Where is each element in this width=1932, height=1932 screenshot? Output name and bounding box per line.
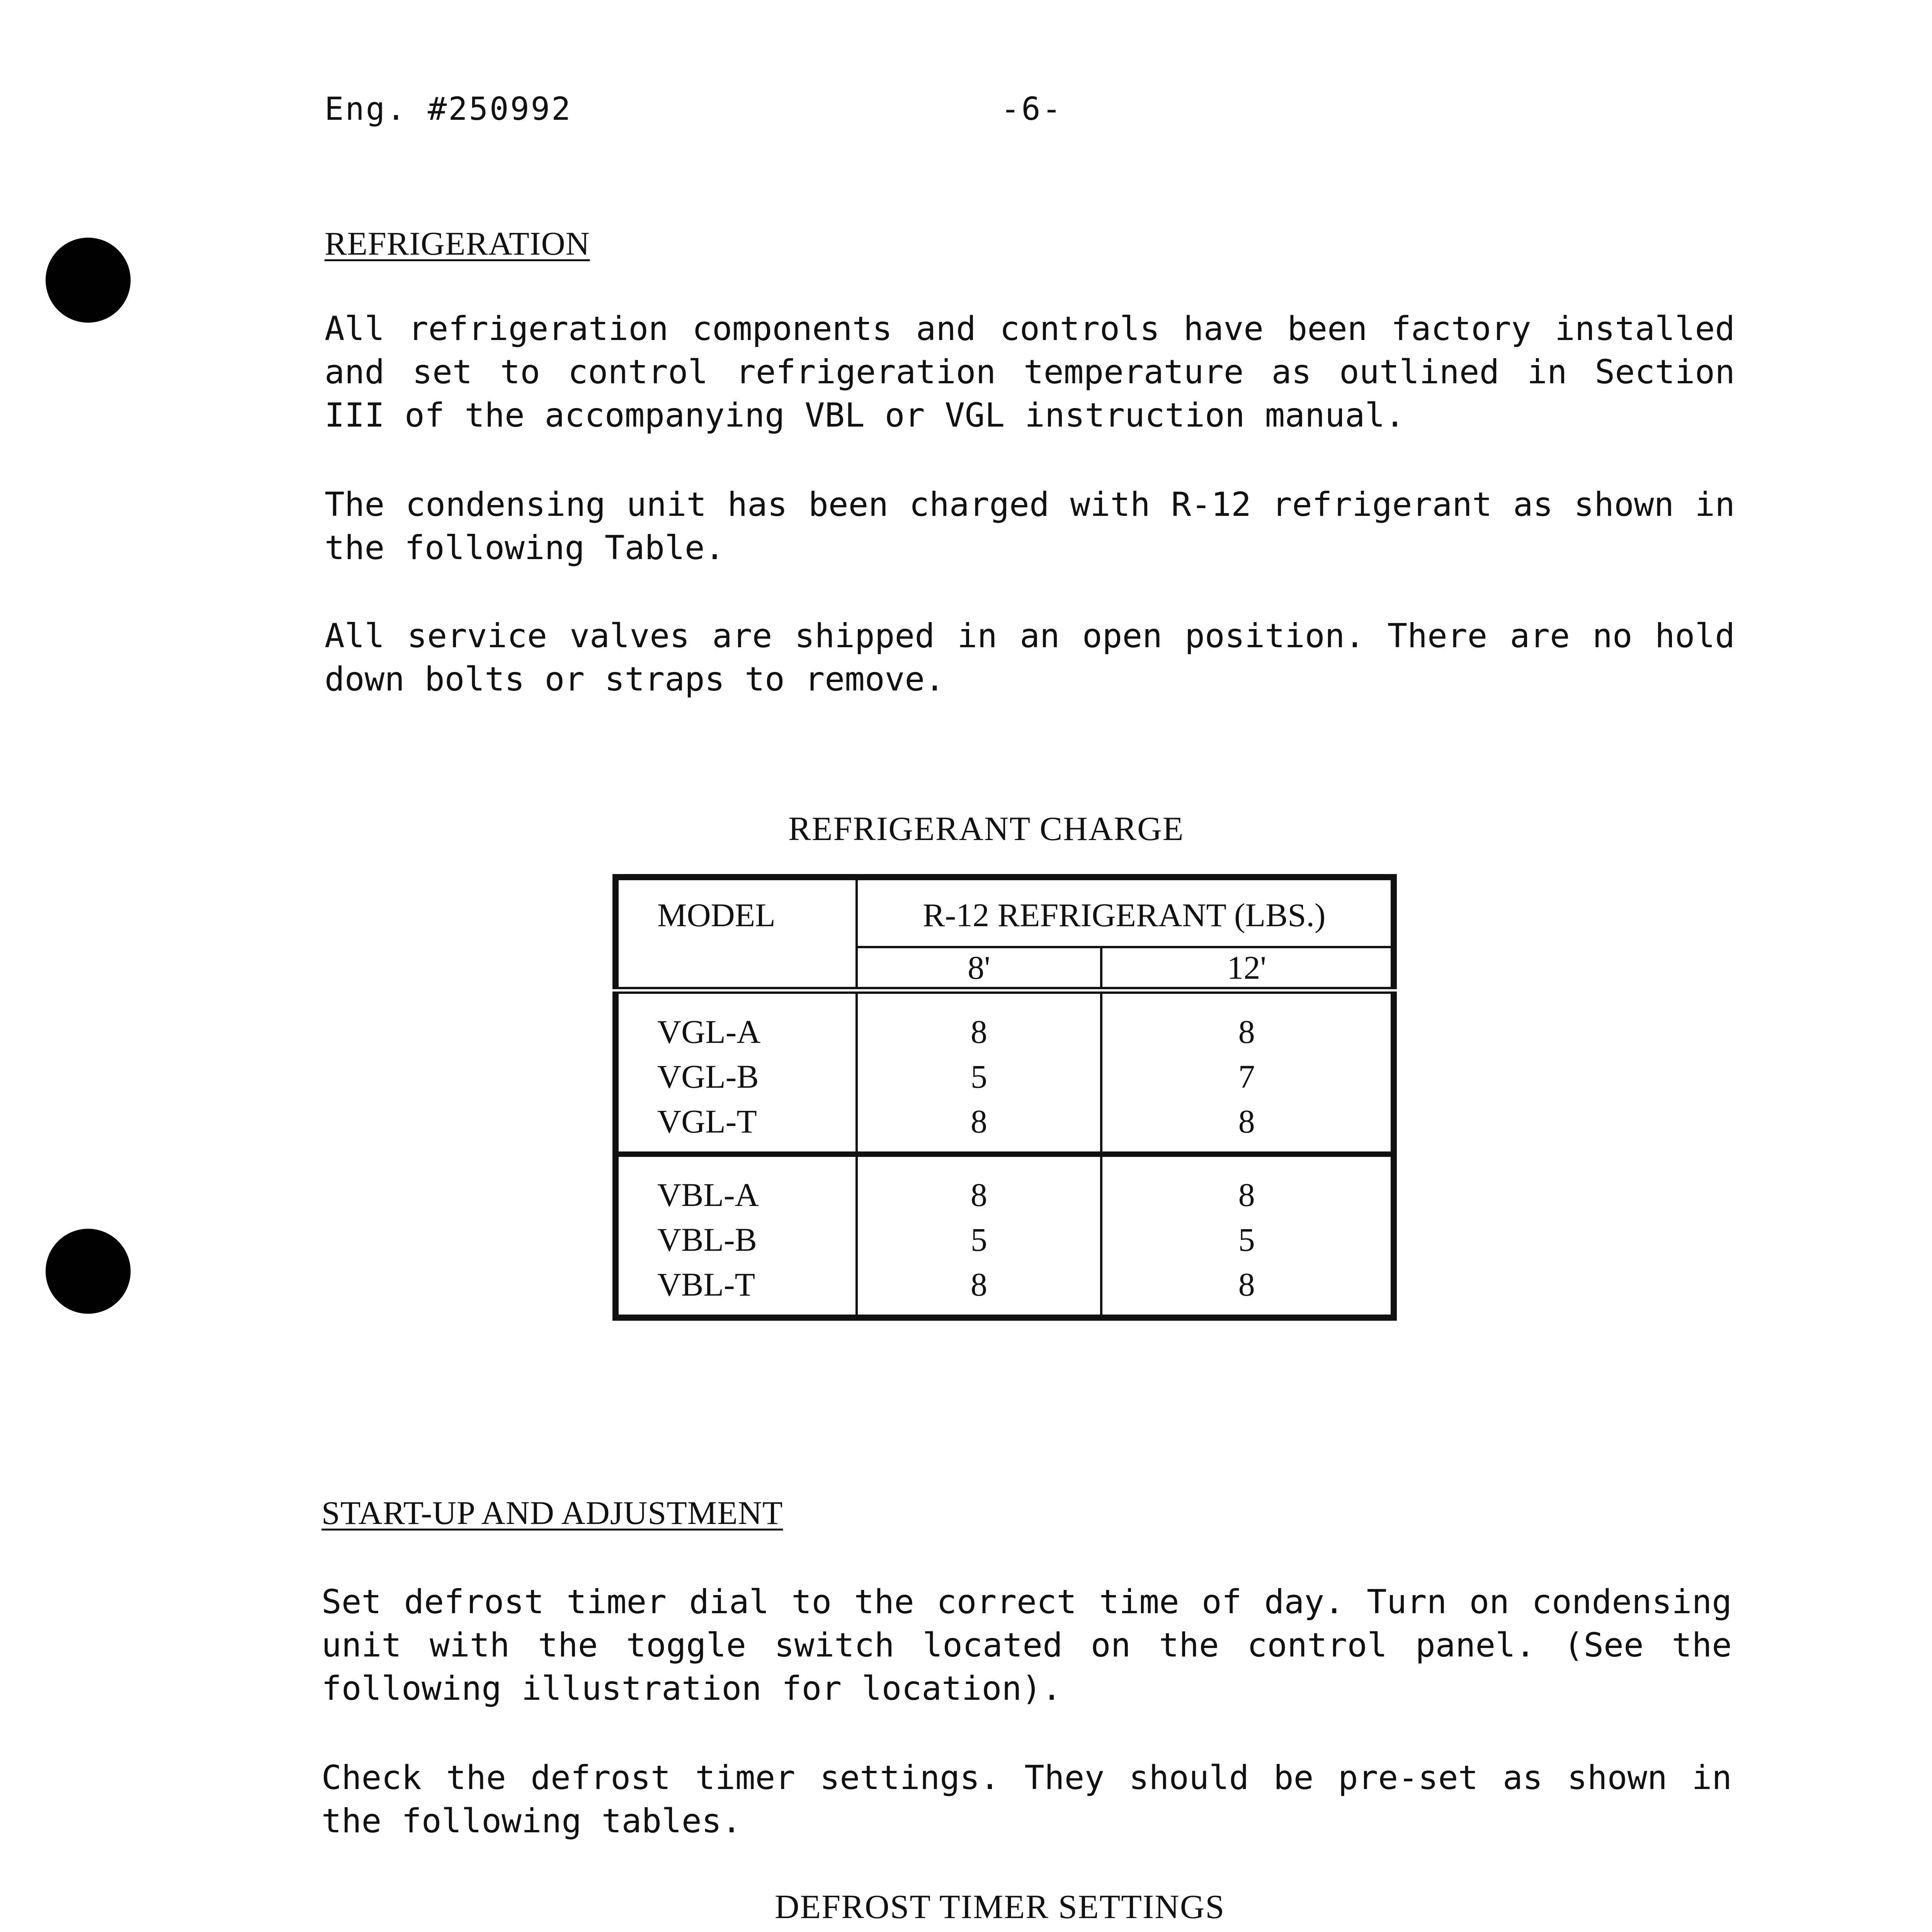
startup-paragraph-2: Check the defrost timer settings. They should be pre-set as shown in the following tables. bbox=[321, 1759, 1732, 1840]
model-name: VGL-A bbox=[657, 1013, 761, 1050]
model-name: VBL-A bbox=[657, 1176, 759, 1213]
punch-hole-middle bbox=[46, 1229, 131, 1314]
model-name: VGL-B bbox=[657, 1058, 759, 1095]
defrost-settings-caption: DEFROST TIMER SETTINGS bbox=[775, 1888, 1225, 1926]
charge-value: 8 bbox=[1238, 1103, 1255, 1140]
page-number: -6- bbox=[1001, 91, 1063, 128]
refrigeration-paragraph-2: The condensing unit has been charged with R-12 refrigerant as shown in the following Table. bbox=[325, 485, 1735, 567]
charge-value: 8 bbox=[971, 1103, 988, 1140]
vgl-12ft-cell bbox=[1101, 990, 1394, 1154]
refrigeration-paragraph-1: All refrigeration components and controls have been factory installed and set to control refrigeration temperature as outlined in Section III of the accompanying VBL or VGL instruction manual. bbox=[325, 310, 1735, 435]
charge-value: 5 bbox=[1238, 1221, 1255, 1258]
vbl-12ft-cell bbox=[1101, 1154, 1394, 1318]
startup-paragraph-1: Set defrost timer dial to the correct time of day. Turn on condensing unit with the toggle switch located on the control panel. (See the following illustration for location). bbox=[321, 1583, 1732, 1708]
eng-number: Eng. #250992 bbox=[325, 91, 572, 128]
startup-heading: START-UP AND ADJUSTMENT bbox=[321, 1494, 783, 1531]
length-8-header: 8' bbox=[857, 947, 1102, 990]
charge-value: 8 bbox=[1238, 1176, 1255, 1213]
charge-value: 5 bbox=[971, 1221, 988, 1258]
vgl-model-cell bbox=[616, 990, 857, 1154]
model-header-cell bbox=[616, 877, 857, 990]
model-name: VBL-T bbox=[657, 1266, 755, 1303]
model-name: VGL-T bbox=[657, 1103, 757, 1140]
punch-hole-top bbox=[46, 238, 131, 323]
charge-value: 5 bbox=[971, 1058, 988, 1095]
charge-value: 8 bbox=[1238, 1266, 1255, 1303]
table-row-group-vgl bbox=[616, 990, 1394, 1154]
charge-value: 7 bbox=[1238, 1058, 1255, 1095]
refrigeration-heading: REFRIGERATION bbox=[325, 225, 590, 262]
r12-group-header: R-12 REFRIGERANT (LBS.) bbox=[923, 896, 1326, 934]
refrigerant-charge-caption: REFRIGERANT CHARGE bbox=[788, 810, 1184, 848]
vbl-model-cell bbox=[616, 1154, 857, 1318]
charge-value: 8 bbox=[971, 1266, 988, 1303]
refrigeration-paragraph-3: All service valves are shipped in an open position. There are no hold down bolts or straps to remove. bbox=[325, 617, 1735, 699]
length-12-header: 12' bbox=[1101, 947, 1394, 990]
vbl-8ft-cell bbox=[857, 1154, 1102, 1318]
refrigerant-charge-table bbox=[612, 874, 1397, 1321]
model-header: MODEL bbox=[657, 896, 776, 934]
model-name: VBL-B bbox=[657, 1221, 757, 1258]
vgl-8ft-cell bbox=[857, 990, 1102, 1154]
charge-value: 8 bbox=[1238, 1013, 1255, 1050]
r12-group-header-cell bbox=[857, 877, 1394, 947]
charge-value: 8 bbox=[971, 1013, 988, 1050]
table-row-group-vbl bbox=[616, 1154, 1394, 1318]
charge-value: 8 bbox=[971, 1176, 988, 1213]
